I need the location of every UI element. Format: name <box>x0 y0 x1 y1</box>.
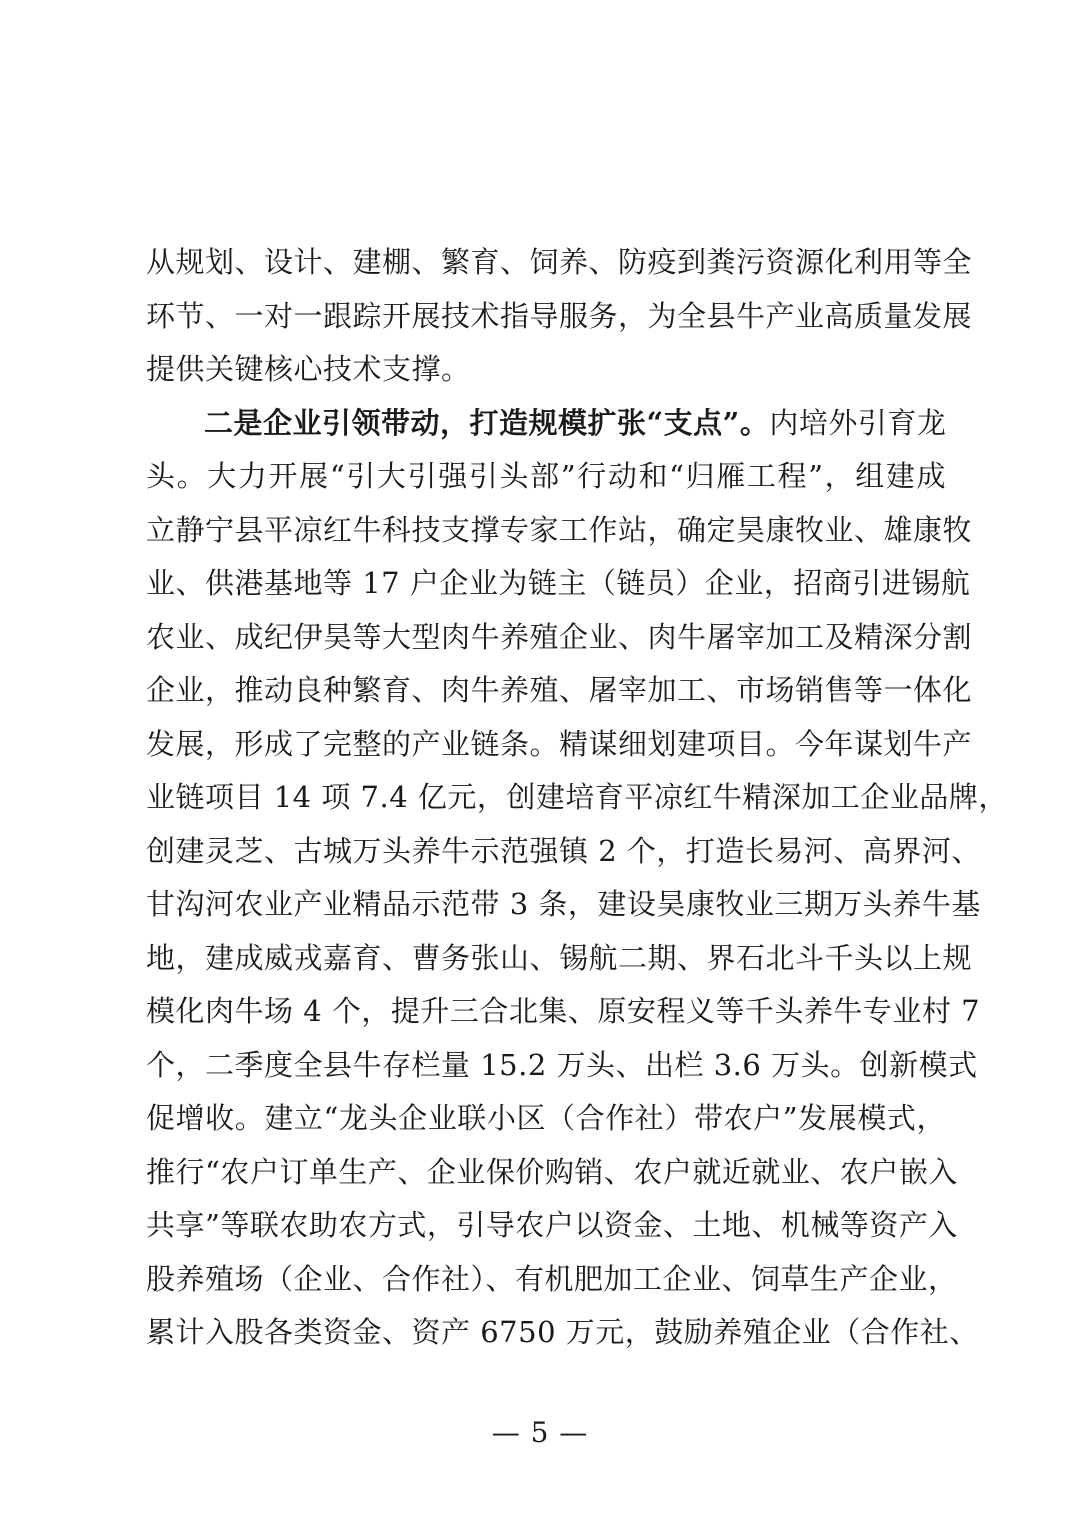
paragraph-2-line-15: 推行“农户订单生产、企业保价购销、农户就近就业、农户嵌入 <box>146 1154 958 1189</box>
paragraph-2-line-4: 业、供港基地等 17 户企业为链主（链员）企业，招商引进锡航 <box>146 566 971 600</box>
paragraph-2-line-9: 创建灵芝、古城万头养牛示范强镇 2 个，打造长易河、高界河、 <box>146 833 981 868</box>
paragraph-2-line-5: 农业、成纪伊昊等大型肉牛养殖企业、肉牛屠宰加工及精深分割 <box>146 619 973 654</box>
paragraph-2-line-1 <box>146 397 946 451</box>
paragraph-2-line-18: 累计入股各类资金、资产 6750 万元，鼓励养殖企业（合作社、 <box>146 1315 979 1349</box>
paragraph-2-line-3: 立静宁县平凉红牛科技支撑专家工作站，确定昊康牧业、雄康牧 <box>146 512 973 547</box>
body-text <box>146 236 1008 1360</box>
paragraph-2-first-line-rest: 内培外引育龙 <box>769 405 947 440</box>
page-number: — 5 — <box>491 1416 589 1449</box>
paragraph-2-line-13: 个，二季度全县牛存栏量 15.2 万头、出栏 3.6 万头。创新模式 <box>146 1047 978 1082</box>
paragraph-2-line-14: 促增收。建立“龙头企业联小区（合作社）带农户”发展模式， <box>146 1101 946 1135</box>
paragraph-2-line-17: 股养殖场（企业、合作社）、有机肥加工企业、饲草生产企业， <box>146 1261 958 1296</box>
paragraph-1-line-1: 从规划、设计、建棚、繁育、饲养、防疫到粪污资源化利用等全 <box>146 245 973 279</box>
paragraph-2-line-10: 甘沟河农业产业精品示范带 3 条，建设昊康牧业三期万头养牛基 <box>146 887 981 921</box>
paragraph-2-line-7: 发展，形成了完整的产业链条。精谋细划建项目。今年谋划牛产 <box>146 726 973 761</box>
paragraph-1-line-3: 提供关键核心技术支撑。 <box>146 352 471 386</box>
paragraph-2-line-8: 业链项目 14 项 7.4 亿元，创建培育平凉红牛精深加工企业品牌， <box>146 780 1008 814</box>
paragraph-2-line-16: 共享”等联农助农方式，引导农户以资金、土地、机械等资产入 <box>146 1208 958 1242</box>
paragraph-2-line-2: 头。大力开展“引大引强引头部”行动和“归雁工程”，组建成 <box>146 459 946 493</box>
paragraph-2-line-12: 模化肉牛场 4 个，提升三合北集、原安程义等千头养牛专业村 7 <box>146 994 981 1028</box>
paragraph-1-line-2: 环节、一对一跟踪开展技术指导服务，为全县牛产业高质量发展 <box>146 298 973 333</box>
paragraph-2-heading: 二是企业引领带动，打造规模扩张“支点”。 <box>204 405 770 440</box>
paragraph-2-line-11: 地，建成威戎嘉育、曹务张山、锡航二期、界石北斗千头以上规 <box>146 940 973 975</box>
paragraph-2-line-6: 企业，推动良种繁育、肉牛养殖、屠宰加工、市场销售等一体化 <box>146 673 973 707</box>
